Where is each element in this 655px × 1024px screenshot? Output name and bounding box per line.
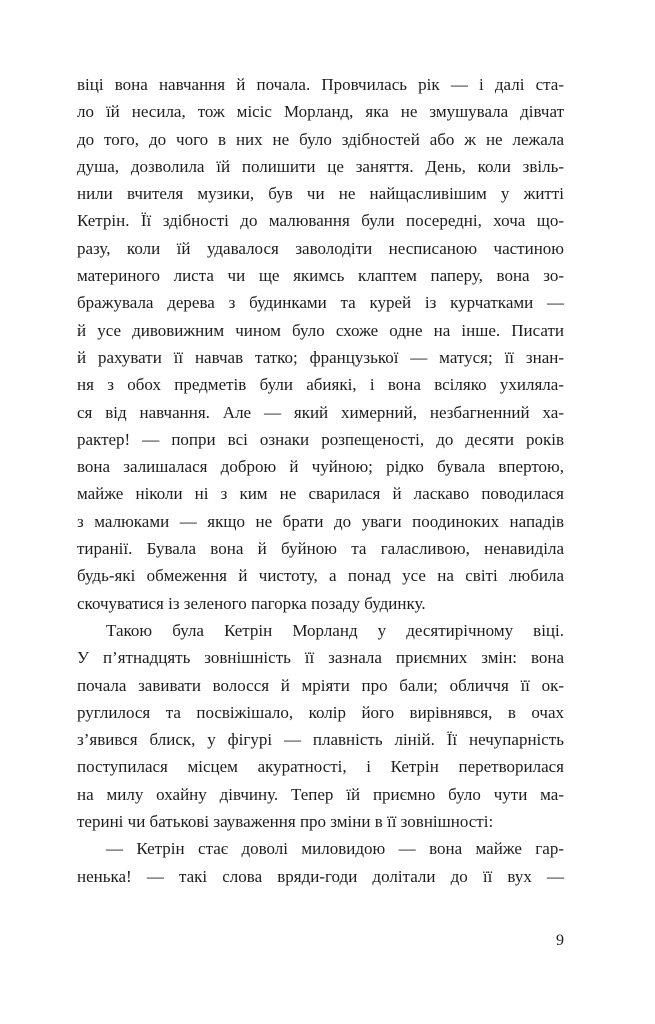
text-line: й усе дивовижним чином було схоже одне на інше. Писати (77, 320, 564, 340)
text-line: з малюками — якщо не брати до уваги поодиноких нападів (77, 511, 564, 531)
text-line: руглилося та посвіжішало, колір його вирівнявся, в очах (77, 702, 564, 722)
text-line: почала завивати волосся й мріяти про бали; обличчя її ок- (77, 675, 564, 695)
text-line: ло їй несила, тож місіс Морланд, яка не змушувала дівчат (77, 102, 564, 122)
text-line: разу, коли їй удавалося заволодіти несписаною частиною (77, 238, 564, 258)
text-line: бражувала дерева з будинками та курей із курчатками — (77, 293, 564, 313)
text-line: й рахувати її навчав татко; французької — матуся; її знан- (77, 347, 564, 367)
text-line: ненька! — такі слова вряди-годи долітали до її вух — (77, 866, 564, 886)
text-line-paragraph-end: терині чи батькові зауваження про зміни в її зовнішності: (77, 812, 494, 832)
text-line: поступилася місцем акуратності, і Кетрін перетворилася (77, 757, 564, 777)
text-line: У п’ятнадцять зовнішність її зазнала приємних змін: вона (77, 648, 564, 668)
text-line: ся від навчання. Але — який химерний, незбагненний ха- (77, 402, 564, 422)
text-line: вона залишалася доброю й чуйною; рідко бувала впертою, (77, 457, 564, 477)
text-line: будь-які обмеження й чистоту, а понад усе на світі любила (77, 566, 564, 586)
text-line-paragraph-end: скочуватися із зеленого пагорка позаду будинку. (77, 593, 426, 613)
text-line: рактер! — попри всі ознаки розпещеності, до десяти років (77, 429, 564, 449)
page-number: 9 (556, 932, 564, 949)
text-line: душа, дозволила їй полишити це заняття. День, коли звіль- (77, 156, 564, 176)
text-line-paragraph-start: Такою була Кетрін Морланд у десятирічному віці. (106, 620, 564, 640)
body-text (77, 71, 564, 890)
text-line: віці вона навчання й почала. Провчилась рік — і далі ста- (77, 75, 564, 94)
text-line: тиранії. Бувала вона й буйною та галасливою, ненавиділа (77, 539, 564, 559)
text-line: до того, до чого в них не було здібностей або ж не лежала (77, 129, 564, 149)
text-line: на милу охайну дівчину. Тепер їй приємно було чути ма- (77, 784, 564, 804)
text-line: ня з обох предметів були абиякі, і вона всіляко ухиляла- (77, 375, 564, 395)
text-line: з’явився блиск, у фігурі — плавність ліній. Її нечупарність (77, 730, 564, 750)
text-line: майже ніколи ні з ким не сварилася й ласкаво поводилася (77, 484, 564, 504)
text-line: материного листа чи ще якимсь клаптем паперу, вона зо- (77, 266, 564, 286)
text-line: нили вчителя музики, був чи не найщасливішим у житті (77, 184, 564, 204)
text-line-dialogue-start: — Кетрін стає доволі миловидою — вона майже гар- (106, 839, 564, 859)
text-line: Кетрін. Її здібності до малювання були посередні, хоча що- (77, 211, 564, 231)
